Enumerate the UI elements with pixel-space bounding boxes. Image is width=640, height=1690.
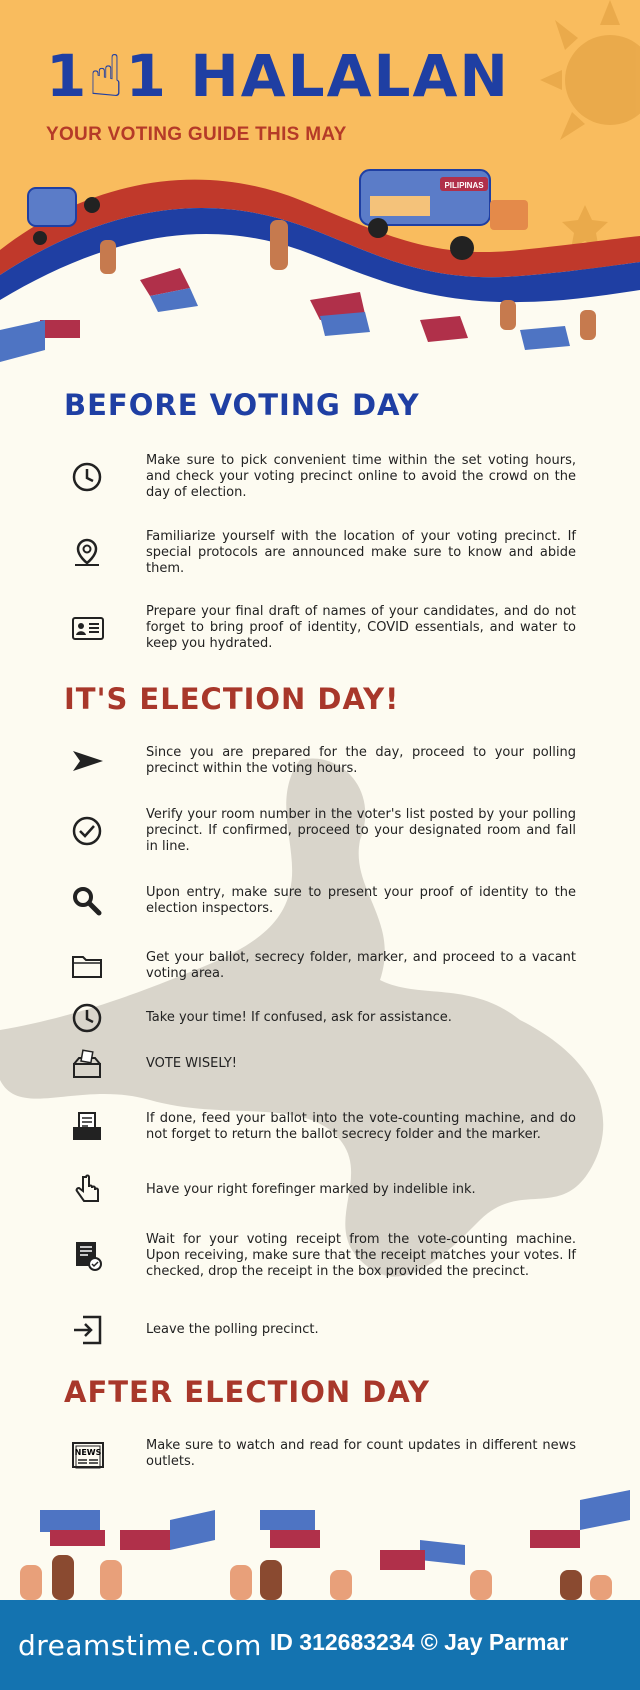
guide-item-text: Leave the polling precinct. [146,1322,319,1337]
guide-item-text: Get your ballot, secrecy folder, marker, and proceed to a vacant voting area. [146,950,576,981]
ballot-box-icon [65,1044,111,1084]
footer-watermark-bar [0,1600,640,1690]
guide-item [0,946,640,986]
guide-item [0,1434,640,1474]
guide-item-text: Verify your room number in the voter's list posted by your polling precinct. If confirmed, proceed to your designated room and fall in line. [146,807,576,854]
receipt-check-icon [65,1236,111,1276]
clock-icon [65,998,111,1038]
newspaper-icon [65,1434,111,1474]
guide-item-text: Prepare your final draft of names of your candidates, and do not forget to bring proof of identity, COVID essentials, and water to keep you hydrated. [146,604,576,651]
magnifier-icon [65,881,111,921]
location-pin-icon [65,533,111,573]
guide-item [0,998,640,1038]
guide-item [0,741,640,781]
guide-item [0,1107,640,1147]
section-heading-after: AFTER ELECTION DAY [64,1375,430,1409]
guide-item [0,1310,640,1350]
guide-item-text: Wait for your voting receipt from the vote-counting machine. Upon receiving, make sure that the receipt matches your votes. If checked, drop the receipt in the box provided the precinct. [146,1232,576,1279]
section-heading-election-day: IT'S ELECTION DAY! [64,682,400,716]
app-subtitle: YOUR VOTING GUIDE THIS MAY [46,124,347,145]
folder-icon [65,946,111,986]
guide-item [0,807,640,854]
section-heading-before: BEFORE VOTING DAY [64,388,420,422]
guide-item [0,881,640,921]
pointing-hand-icon [65,1170,111,1210]
guide-item-text: If done, feed your ballot into the vote-counting machine, and do not forget to return the ballot secrecy folder and the marker. [146,1111,576,1142]
send-arrow-icon [65,741,111,781]
guide-item [0,1170,640,1210]
bottom-flags-illustration [0,1490,640,1600]
guide-item [0,1232,640,1279]
exit-icon [65,1310,111,1350]
guide-item-text: VOTE WISELY! [146,1056,238,1071]
footer-credit: ID 312683234 © Jay Parmar [269,1628,569,1655]
app-title: 1☝1 HALALAN [46,42,510,110]
guide-item-text: Make sure to pick convenient time within the set voting hours, and check your voting precinct online to avoid the crowd on the day of election. [146,453,576,500]
guide-item-text: Have your right forefinger marked by indelible ink. [146,1182,476,1197]
guide-item [0,1044,640,1084]
clock-icon [65,457,111,497]
guide-item-text: Familiarize yourself with the location of your voting precinct. If special protocols are announced make sure to know and abide them. [146,529,576,576]
guide-item-text: Take your time! If confused, ask for assistance. [146,1010,452,1025]
id-card-icon [65,608,111,648]
guide-item-text: Make sure to watch and read for count updates in different news outlets. [146,1438,576,1469]
news-label: NEWS [74,1448,102,1457]
footer-logo: dreamstime.com [18,1628,262,1662]
guide-item [0,453,640,500]
document-tray-icon [65,1107,111,1147]
guide-item-text: Since you are prepared for the day, proceed to your polling precinct within the voting hours. [146,745,576,776]
guide-item-text: Upon entry, make sure to present your proof of identity to the election inspectors. [146,885,576,916]
guide-item [0,604,640,651]
jeep-sign: PILIPINAS [444,181,484,190]
guide-item [0,529,640,576]
check-circle-icon [65,811,111,851]
